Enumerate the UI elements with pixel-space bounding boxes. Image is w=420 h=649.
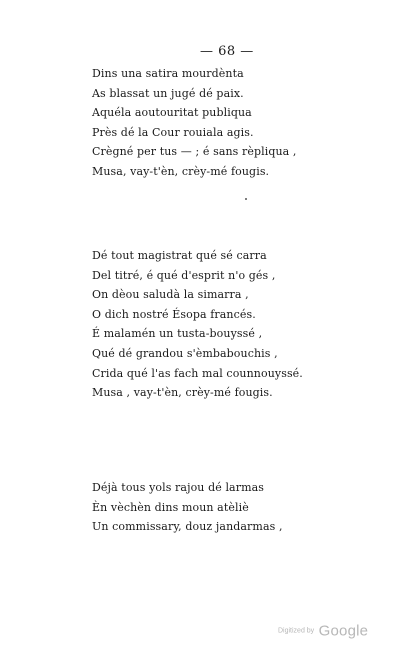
verse-line: Musa, vay-t'èn, crèy-mé fougis. (92, 164, 270, 178)
poem-stanza-1 (92, 64, 297, 182)
verse-line: Dé tout magistrat qué sé carra (92, 249, 267, 262)
google-logo-text: Google (318, 622, 369, 640)
poem-stanza-2 (92, 246, 303, 403)
verse-line: É malamén un tusta-bouyssé , (92, 327, 263, 341)
verse-line: As blassat un jugé dé paix. (92, 86, 244, 100)
verse-line: Un commissary, douz jandarmas , (92, 520, 283, 534)
verse-line: Èn vèchèn dins moun atèliè (92, 500, 249, 514)
verse-line: Crida qué l'as fach mal counnouyssé. (92, 366, 303, 380)
verse-line: On dèou saludà la simarra , (92, 288, 249, 302)
verse-line: Aquéla aoutouritat publiqua (92, 106, 252, 120)
page-number: — 68 — (200, 44, 254, 59)
verse-line: Musa , vay-t'èn, crèy-mé fougis. (92, 386, 273, 400)
verse-line: Crègné per tus — ; é sans rèpliqua , (92, 145, 297, 159)
verse-line: Del titré, é qué d'esprit n'o gés , (92, 268, 276, 282)
watermark-prefix: Digitized by (278, 627, 315, 635)
verse-line: Près dé la Cour rouiala agis. (92, 125, 254, 139)
verse-line: O dich nostré Ésopa francés. (92, 307, 256, 321)
verse-line: Dins una satira mourdènta (92, 67, 244, 80)
verse-line: Déjà tous yols rajou dé larmas (92, 481, 265, 494)
ink-speck (245, 198, 247, 200)
verse-line: Qué dé grandou s'èmbabouchis , (92, 346, 278, 360)
poem-stanza-3 (92, 478, 283, 537)
digitized-by-google-watermark (278, 622, 368, 640)
